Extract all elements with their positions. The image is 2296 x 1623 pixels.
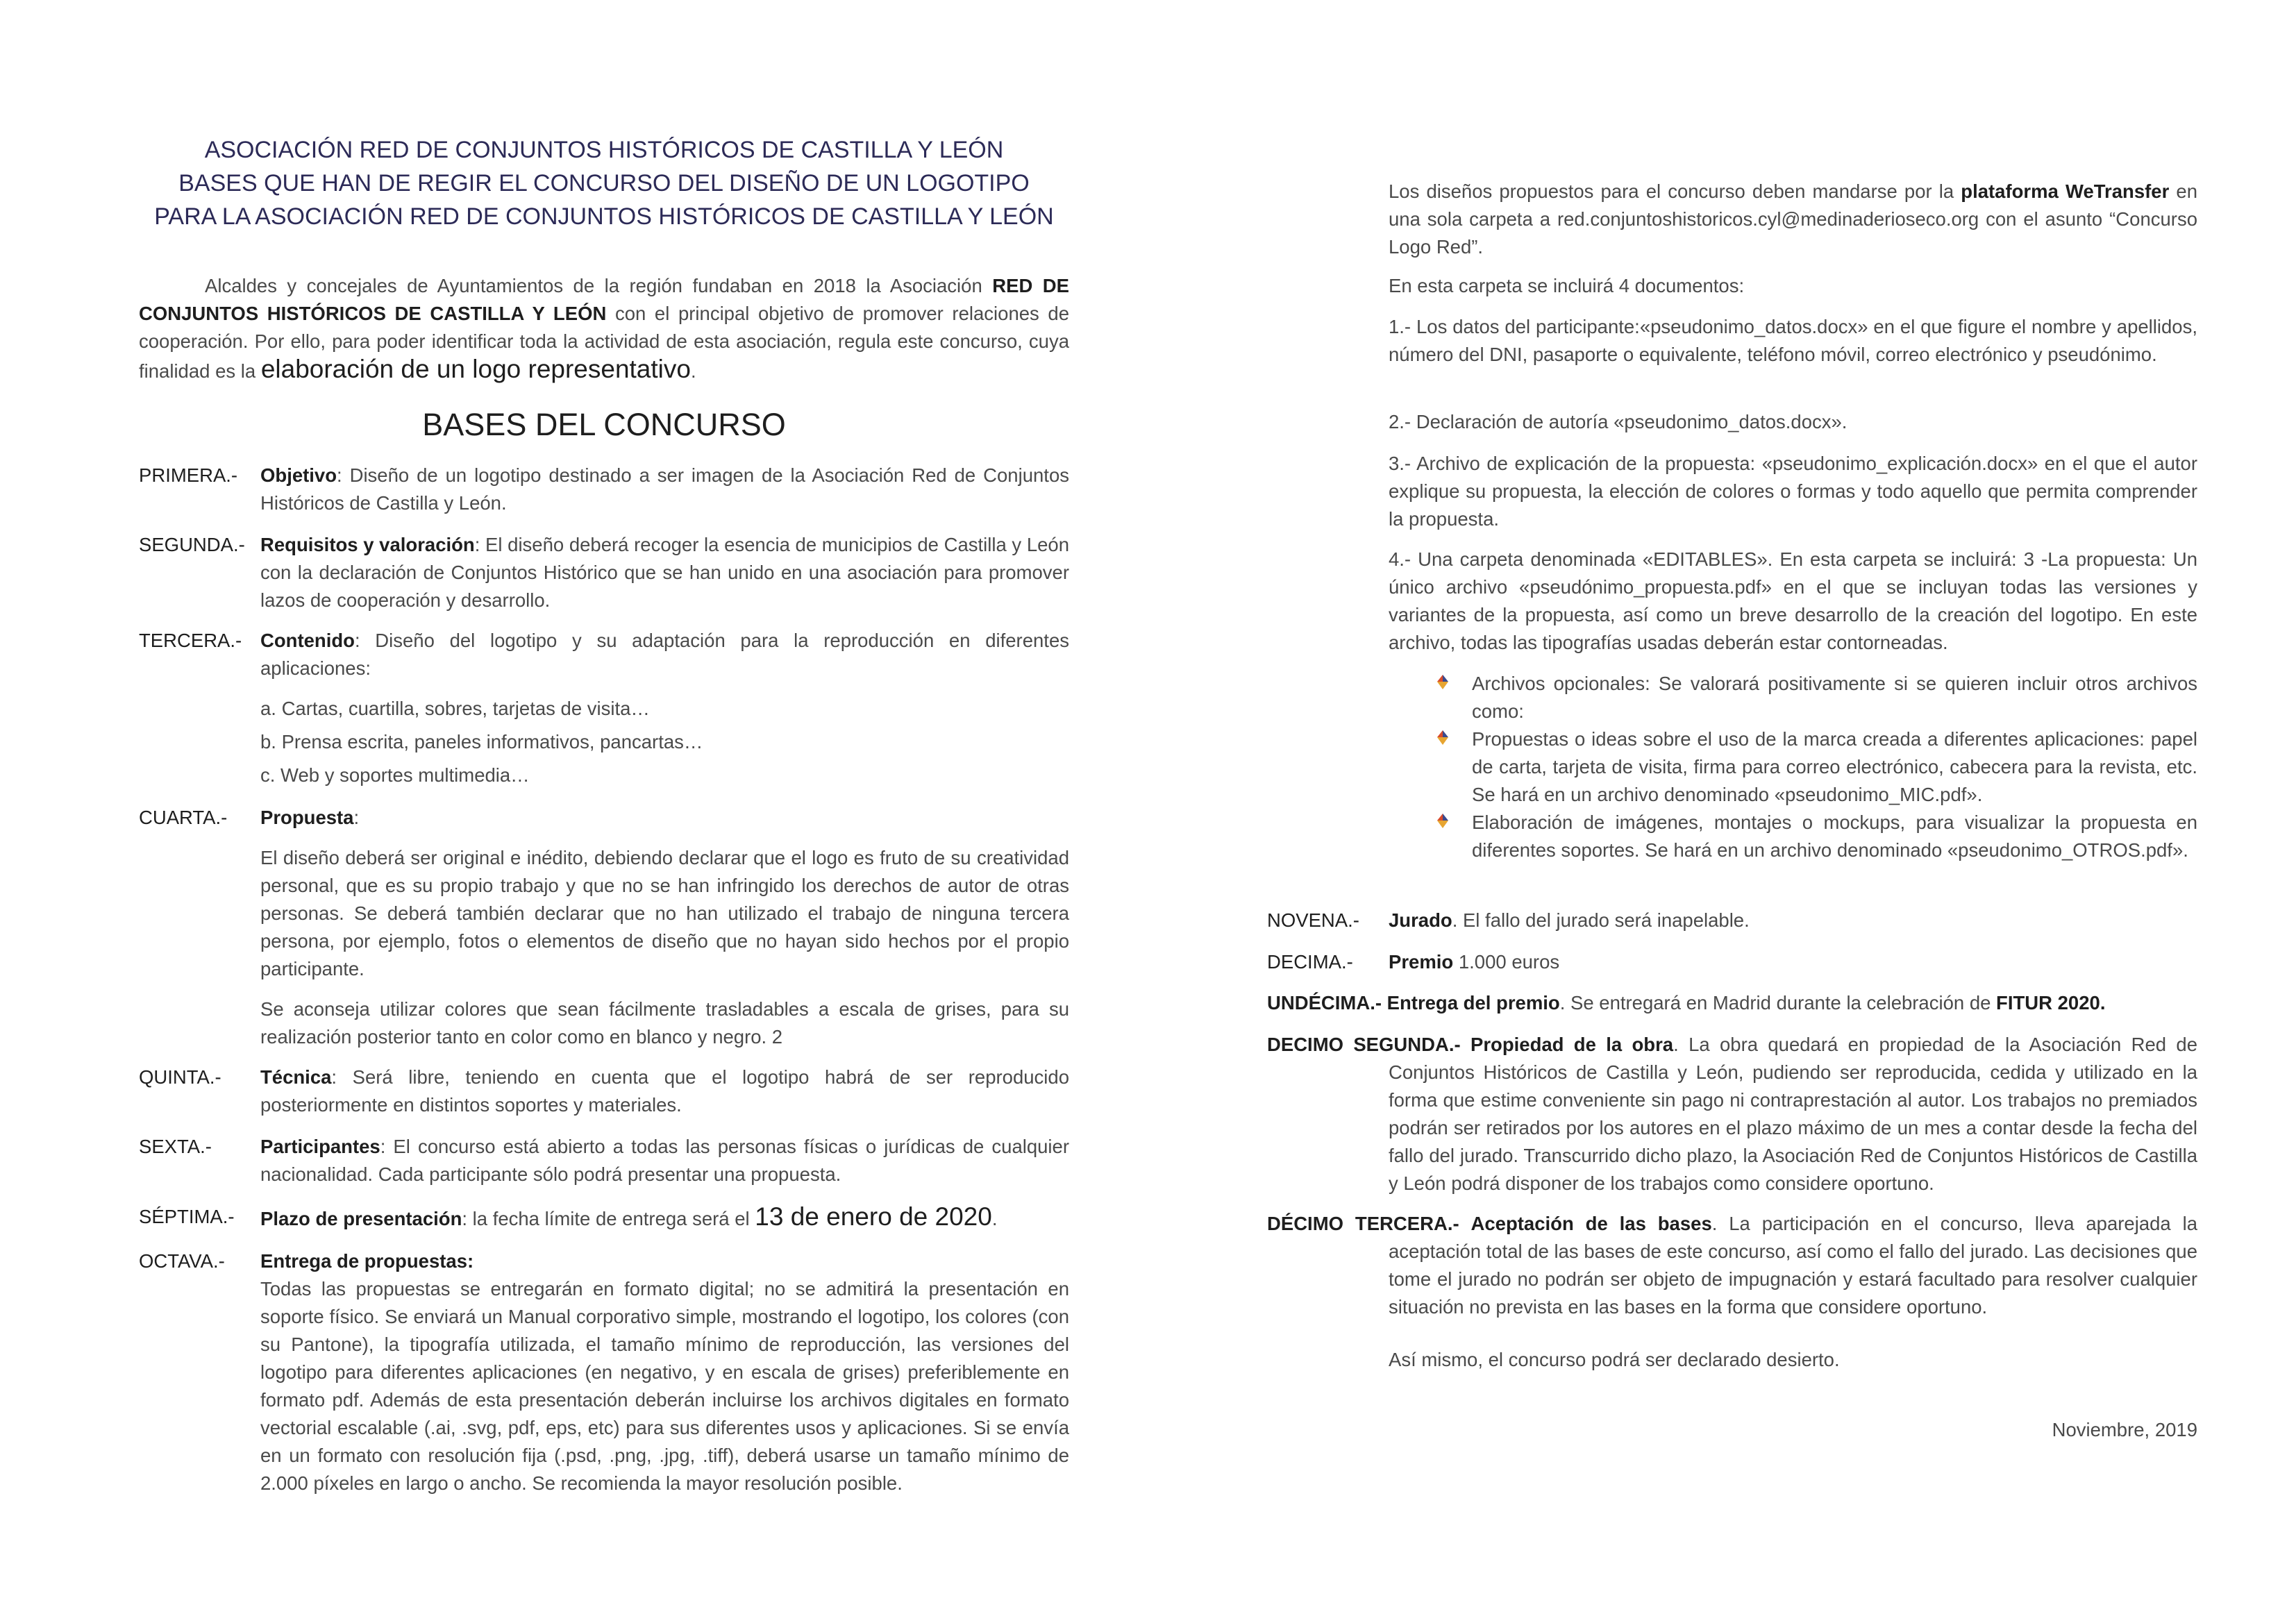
base-decima: DECIMA.- Premio 1.000 euros [1267, 951, 1560, 973]
base-cuarta: CUARTA.- Propuesta: El diseño deberá ser original e inédito, debiendo declarar que el logo es fruto de su creatividad personal, que es su propio trabajo y que no se han infringido los derechos de autor de otras personas. Se deberá también declarar que no han utilizado el trabajo de ninguna tercera persona, por ejemplo, fotos o elementos de diseño que no hayan sido hechos por el propio participante. Se aconseja utilizar colores que sean fácilmente trasladables a escala de grises, para su realización posterior tanto en color como en blanco y negro. 2 [139, 807, 1069, 1048]
bases-heading: BASES DEL CONCURSO [422, 407, 786, 442]
title-line-2: BASES QUE HAN DE REGIR EL CONCURSO DEL DISEÑO DE UN LOGOTIPO [178, 170, 1030, 196]
intro-paragraph: Alcaldes y concejales de Ayuntamientos de la región fundaban en 2018 la Asociación RED DE CONJUNTOS HISTÓRICOS DE CASTILLA Y LEÓN con el principal objetivo de promover relaciones de cooperación. Por ello, para poder identificar toda la actividad de esta asociación, regula este concurso, cuya finalidad es la elaboración de un logo representativo. [139, 275, 1070, 383]
bullet-arrow-icon [1434, 674, 1452, 692]
document-3: 3.- Archivo de explicación de la propuesta: «pseudonimo_explicación.docx» en el que el autor explique su propuesta, la elección de colores o formas y todo aquello que permita comprender la propuesta. [1389, 453, 2197, 530]
submission-paragraph: Los diseños propuestos para el concurso deben mandarse por la plataforma WeTransfer en una sola carpeta a red.conjuntoshistoricos.cyl@medinaderioseco.org con el asunto “Concurso Logo Red”. [1389, 180, 2197, 258]
base-tercera: TERCERA.- Contenido: Diseño del logotipo y su adaptación para la reproducción en diferentes aplicaciones: a. Cartas, cuartilla, sobres, tarjetas de visita… b. Prensa escrita, paneles informativos, pancartas… c. Web y soportes multimedia… [139, 627, 1069, 789]
base-septima: SÉPTIMA.- Plazo de presentación: la fecha límite de entrega será el 13 de enero de 2020. [139, 1202, 998, 1231]
document-1: 1.- Los datos del participante:«pseudonimo_datos.docx» en el que figure el nombre y apellidos, número del DNI, pasaporte o equivalente, teléfono móvil, correo electrónico y pseudónimo. [1389, 316, 2197, 365]
optional-files-list [1389, 670, 2197, 864]
base-octava: OCTAVA.- Entrega de propuestas: Todas las propuestas se entregarán en formato digital; no se admitirá la presentación en soporte físico. Se enviará un Manual corporativo simple, mostrando el logotipo, los colores (con su Pantone), la tipografía utilizada, el tamaño mínimo de reproducción, las versiones del logotipo para diferentes aplicaciones (en negativo, y en escala de grises) preferiblemente en formato pdf. Además de esta presentación deberán incluirse los archivos digitales en formato vectorial escalable (.ai, .svg, pdf, eps, etc) para sus diferentes usos y aplicaciones. Si se envía en un formato con resolución fija (.psd, .png, .jpg, .tiff), deberá usarse un tamaño mínimo de 2.000 píxeles en largo o ancho. Se recomienda la mayor resolución posible. [139, 1250, 1069, 1494]
base-novena: NOVENA.- Jurado. El fallo del jurado será inapelable. [1267, 909, 1750, 931]
bullet-arrow-icon [1434, 813, 1452, 831]
list-item: Archivos opcionales: Se valorará positivamente si se quieren incluir otros archivos como: [1389, 670, 2197, 725]
document-date: Noviembre, 2019 [2052, 1419, 2197, 1440]
document-title [139, 133, 1069, 233]
base-segunda: SEGUNDA.- Requisitos y valoración: El diseño deberá recoger la esencia de municipios de Castilla y León con la declaración de Conjuntos Histórico que se han unido en una asociación para promover lazos de cooperación y desarrollo. [139, 534, 1069, 611]
bullet-arrow-icon [1434, 730, 1452, 748]
documents-intro: En esta carpeta se incluirá 4 documentos: [1389, 275, 1745, 296]
list-item: a. Cartas, cuartilla, sobres, tarjetas de visita… [260, 698, 650, 719]
base-undecima: UNDÉCIMA.- Entrega del premio. Se entregará en Madrid durante la celebración de FITUR 2020. [1267, 992, 2106, 1014]
list-item: b. Prensa escrita, paneles informativos, pancartas… [260, 731, 703, 752]
base-decimo-tercera: DÉCIMO TERCERA.- Aceptación de las bases. La participación en el concurso, lleva aparejada la aceptación total de las bases de este concurso, así como el fallo del jurado. Las decisiones que tome el jurado no podrán ser objeto de impugnación y estará facultado para resolver cualquier situación no prevista en las bases en la forma que considere oportuno. [1267, 1213, 2198, 1318]
base-sexta: SEXTA.- Participantes: El concurso está abierto a todas las personas físicas o jurídicas de cualquier nacionalidad. Cada participante sólo podrá presentar una propuesta. [139, 1136, 1069, 1185]
list-item: Propuestas o ideas sobre el uso de la marca creada a diferentes aplicaciones: papel de carta, tarjeta de visita, firma para correo electrónico, cabecera para la revista, etc. Se hará en un archivo denominado «pseudonimo_MIC.pdf». [1389, 725, 2197, 809]
base-quinta: QUINTA.- Técnica: Será libre, teniendo en cuenta que el logotipo habrá de ser reproducido posteriormente en distintos soportes y materiales. [139, 1066, 1069, 1116]
document-4: 4.- Una carpeta denominada «EDITABLES». En esta carpeta se incluirá: 3 -La propuesta: Un único archivo «pseudónimo_propuesta.pdf» en el que se incluyan todas las versiones y variantes de la propuesta, así como un breve desarrollo de la creación del logotipo. En este archivo, todas las tipografías usadas deberán estar contorneadas. [1389, 548, 2197, 653]
base-decimo-segunda: DECIMO SEGUNDA.- Propiedad de la obra. La obra quedará en propiedad de la Asociación Red de Conjuntos Históricos de Castilla y León, pudiendo ser reproducida, cedida y utilizado en la forma que estime conveniente sin pago ni contraprestación al autor. Los trabajos no premiados podrán ser retirados por los autores en el plazo máximo de un mes a contar desde la fecha del fallo del jurado. Transcurrido dicho plazo, la Asociación Red de Conjuntos Históricos de Castilla y León podrá disponer de los trabajos como considere oportuno. [1267, 1034, 2198, 1194]
base-primera: PRIMERA.- Objetivo: Diseño de un logotipo destinado a ser imagen de la Asociación Red de Conjuntos Históricos de Castilla y León. [139, 464, 1069, 514]
list-item: Elaboración de imágenes, montajes o mockups, para visualizar la propuesta en diferentes soportes. Se hará en un archivo denominado «pseudonimo_OTROS.pdf». [1389, 809, 2197, 864]
list-item: c. Web y soportes multimedia… [260, 764, 530, 786]
closing-note: Así mismo, el concurso podrá ser declarado desierto. [1389, 1349, 1840, 1370]
document-2: 2.- Declaración de autoría «pseudonimo_datos.docx». [1389, 411, 1847, 432]
title-line-1: ASOCIACIÓN RED DE CONJUNTOS HISTÓRICOS DE CASTILLA Y LEÓN [204, 137, 1004, 163]
title-line-3: PARA LA ASOCIACIÓN RED DE CONJUNTOS HISTÓRICOS DE CASTILLA Y LEÓN [154, 203, 1054, 230]
